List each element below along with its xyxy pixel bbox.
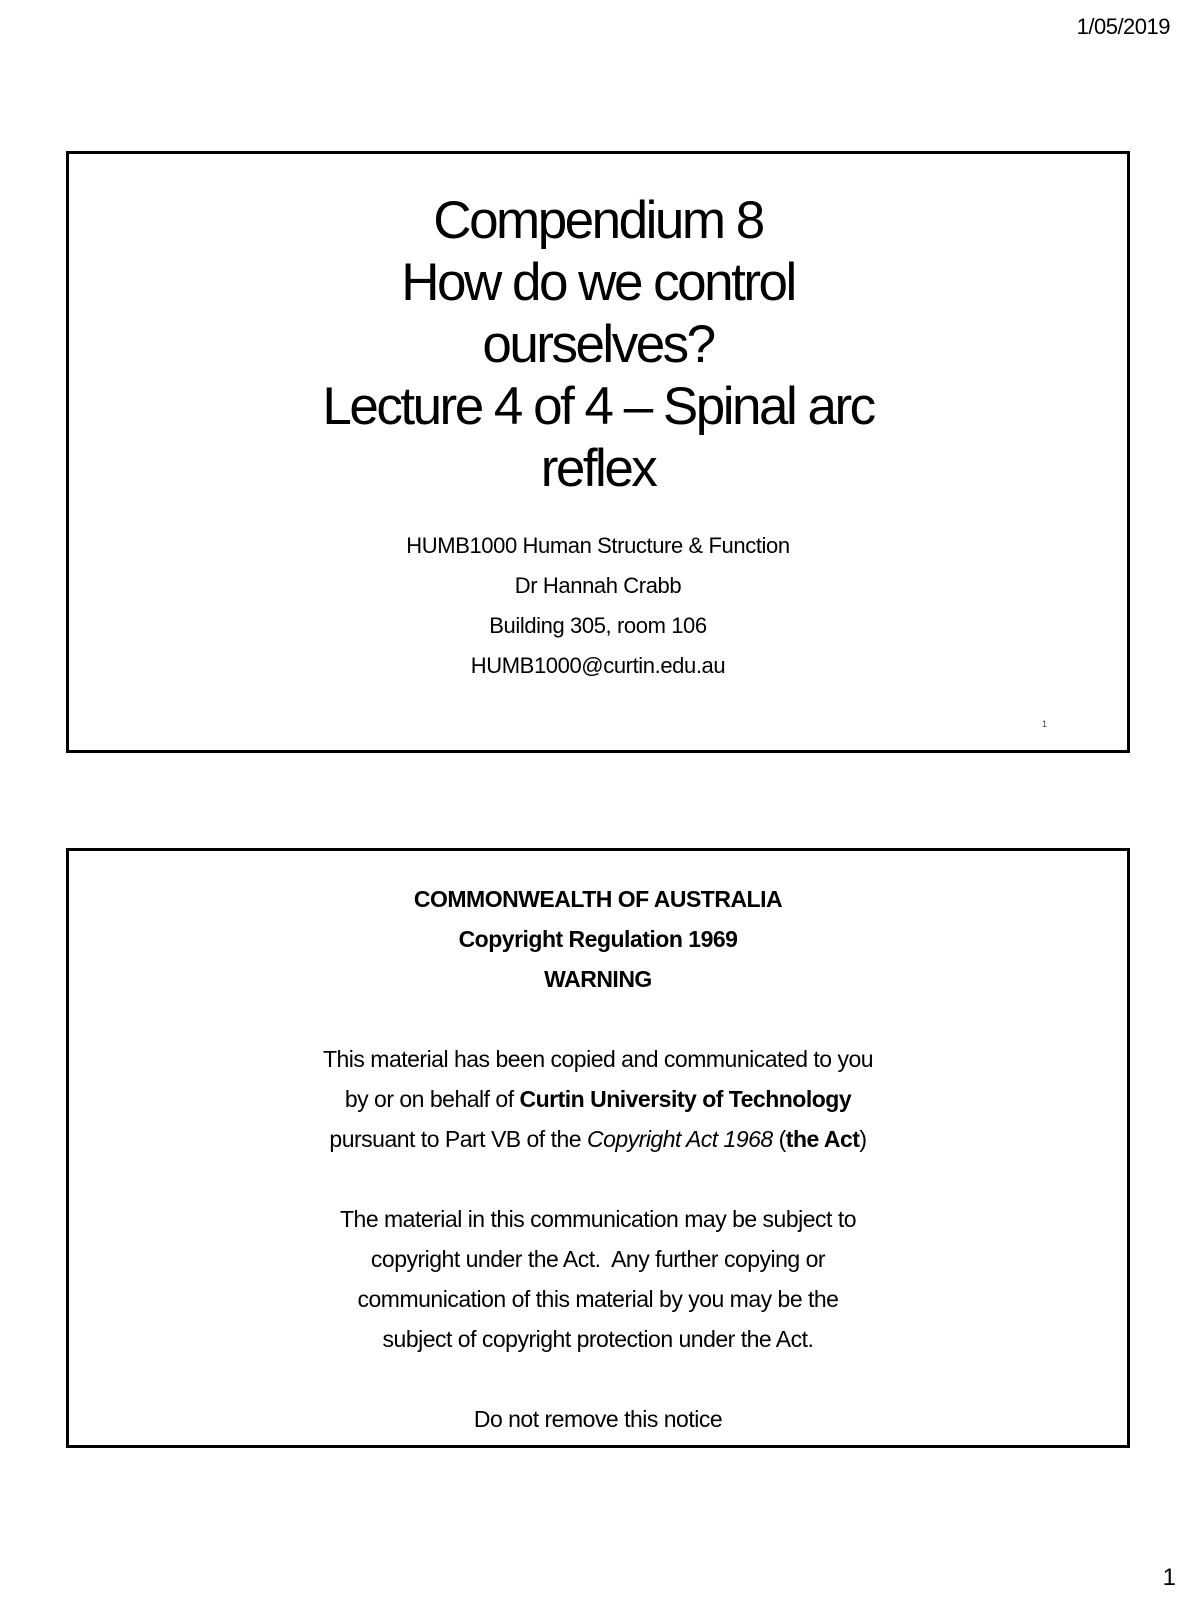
act-short-name: the Act xyxy=(785,1126,860,1152)
notice-paragraph-1 xyxy=(69,1039,1127,1159)
paragraph-line xyxy=(69,1079,1127,1119)
page-date: 1/05/2019 xyxy=(1076,14,1170,39)
slide-subtitle xyxy=(69,526,1127,686)
text-run: ( xyxy=(772,1126,786,1152)
slide-title xyxy=(129,190,1067,500)
course-name: HUMB1000 Human Structure & Function xyxy=(406,533,790,558)
paragraph-line: The material in this communication may be subject to xyxy=(339,1206,857,1232)
act-title: Copyright Act 1968 xyxy=(586,1126,773,1152)
heading-line: COMMONWEALTH OF AUSTRALIA xyxy=(413,886,783,912)
title-line: How do we control xyxy=(401,253,795,312)
copyright-notice-slide xyxy=(66,848,1130,1448)
lecturer-name: Dr Hannah Crabb xyxy=(514,573,682,598)
paragraph-line: subject of copyright protection under the Act. xyxy=(382,1326,814,1352)
title-line: reflex xyxy=(540,439,656,498)
paragraph-line xyxy=(69,1119,1127,1159)
notice-heading xyxy=(69,879,1127,999)
paragraph-line: copyright under the Act. Any further copying or xyxy=(370,1246,826,1272)
text-run: pursuant to Part VB of the xyxy=(329,1126,587,1152)
copyright-notice xyxy=(69,879,1127,1439)
heading-line: WARNING xyxy=(544,966,652,992)
text-run: ) xyxy=(859,1126,867,1152)
notice-closing: Do not remove this notice xyxy=(473,1406,723,1432)
title-slide xyxy=(66,151,1130,753)
page-number: 1 xyxy=(1162,1564,1176,1591)
paragraph-line: This material has been copied and communicated to you xyxy=(322,1046,874,1072)
paragraph-line: communication of this material by you may be the xyxy=(357,1286,839,1312)
title-line: Compendium 8 xyxy=(433,191,763,250)
contact-email: HUMB1000@curtin.edu.au xyxy=(470,653,726,678)
notice-paragraph-2 xyxy=(69,1199,1127,1359)
slide-number: 1 xyxy=(1041,719,1047,729)
university-name: Curtin University of Technology xyxy=(519,1086,852,1112)
title-line: Lecture 4 of 4 – Spinal arc xyxy=(322,377,874,436)
text-run: by or on behalf of xyxy=(344,1086,520,1112)
office-location: Building 305, room 106 xyxy=(489,613,707,638)
title-line: ourselves? xyxy=(482,315,714,374)
heading-line: Copyright Regulation 1969 xyxy=(458,926,738,952)
